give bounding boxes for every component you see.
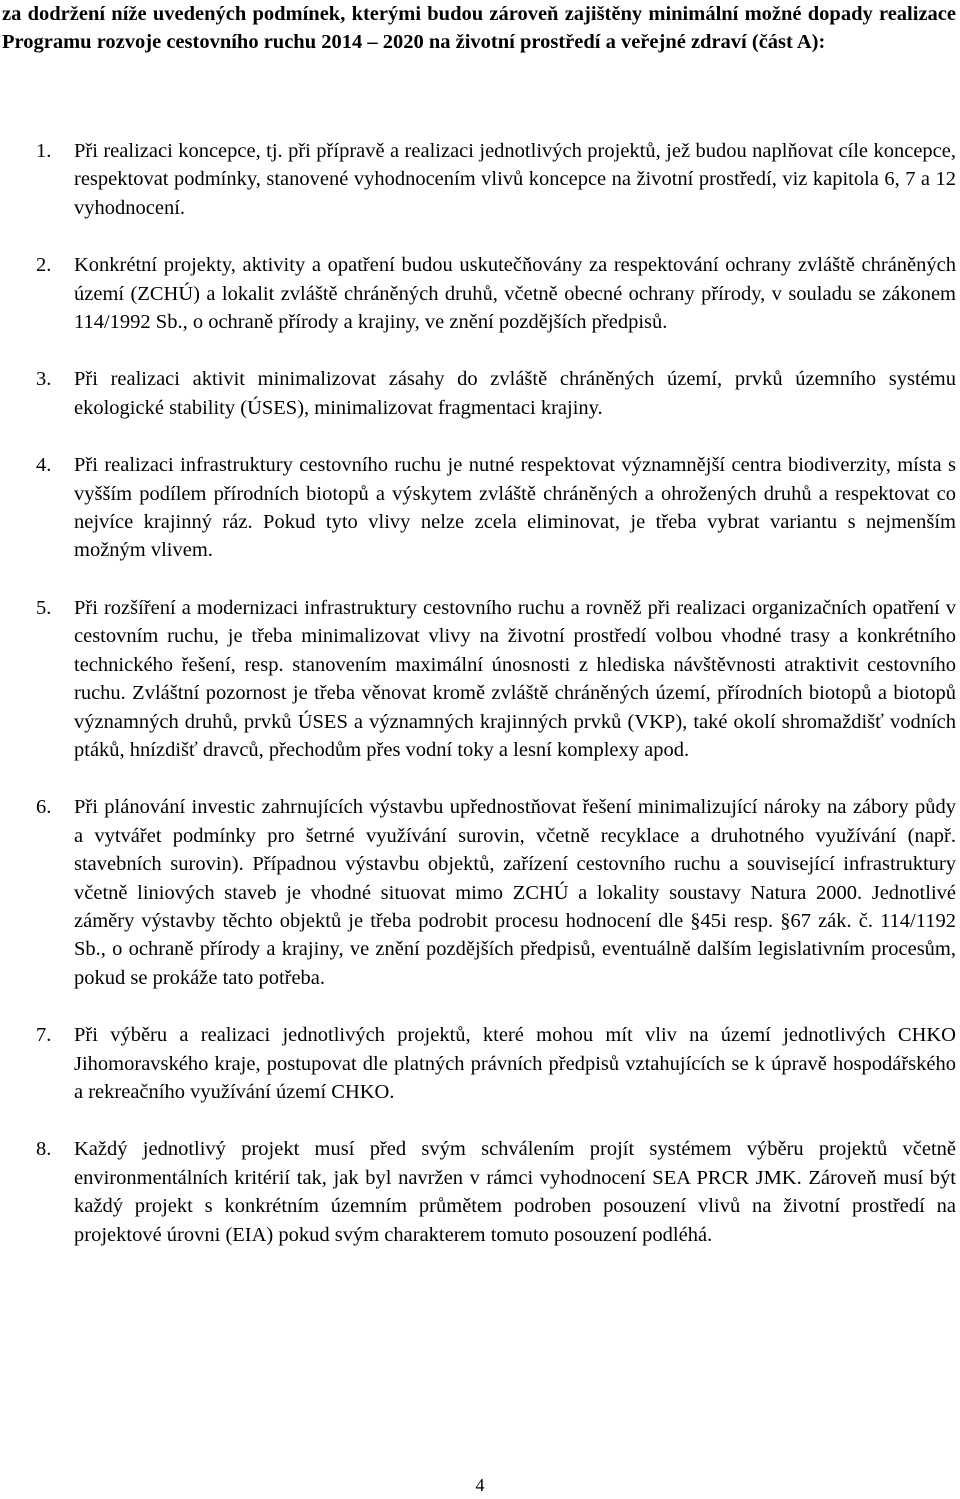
conditions-list <box>0 137 960 1278</box>
list-item-number: 3. <box>36 368 52 391</box>
intro-paragraph: za dodržení níže uvedených podmínek, kterými budou zároveň zajištěny minimální možné dopady realizace Programu rozvoje cestovního ruchu 2014 – 2020 na životní prostředí a veřejné zdraví (část A): <box>2 3 956 54</box>
list-item-text: Při realizaci aktivit minimalizovat zásahy do zvláště chráněných území, prvků územního systému ekologické stability (ÚSES), minimalizovat fragmentaci krajiny. <box>74 368 956 419</box>
list-item-number: 7. <box>36 1024 52 1047</box>
list-item-text: Každý jednotlivý projekt musí před svým schválením projít systémem výběru projektů včetně environmentálních kritérií tak, jak byl navržen v rámci vyhodnocení SEA PRCR JMK. Zároveň musí být každý projekt s konkrétním územním průmětem podroben posouzení vlivů na životní prostředí na projektové úrovni (EIA) pokud svým charakterem tomuto posouzení podléhá. <box>74 1138 956 1246</box>
list-item-number: 5. <box>36 596 52 619</box>
list-item <box>0 793 960 992</box>
list-item-text: Při rozšíření a modernizaci infrastruktury cestovního ruchu a rovněž při realizaci organizačních opatření v cestovním ruchu, je třeba minimalizovat vlivy na životní prostředí volbou vhodné trasy a konkrétního technického řešení, resp. stanovením maximální únosnosti z hlediska návštěvnosti atraktivit cestovního ruchu. Zvláštní pozornost je třeba věnovat kromě zvláště chráněných území, přírodních biotopů a biotopů významných druhů, prvků ÚSES a významných krajinných prvků (VKP), také okolí shromaždišť vodních ptáků, hnízdišť dravců, přechodům přes vodní toky a lesní komplexy apod. <box>74 596 956 761</box>
list-item-text: Při výběru a realizaci jednotlivých projektů, které mohou mít vliv na území jednotlivých CHKO Jihomoravského kraje, postupovat dle platných právních předpisů vztahujících se k úpravě hospodářského a rekreačního využívání území CHKO. <box>74 1024 956 1103</box>
list-item <box>0 251 960 336</box>
list-item-number: 2. <box>36 254 52 277</box>
list-item-text: Konkrétní projekty, aktivity a opatření budou uskutečňovány za respektování ochrany zvláště chráněných území (ZCHÚ) a lokalit zvláště chráněných druhů, včetně obecné ochrany přírody, v souladu se zákonem 114/1992 Sb., o ochraně přírody a krajiny, ve znění pozdějších předpisů. <box>74 254 956 334</box>
list-item-number: 8. <box>36 1138 52 1161</box>
list-item <box>0 1135 960 1249</box>
list-item-number: 1. <box>36 140 52 162</box>
page-number: 4 <box>475 1475 485 1495</box>
list-item-text: Při plánování investic zahrnujících výstavbu upřednostňovat řešení minimalizující nároky na zábory půdy a vytvářet podmínky pro šetrné využívání surovin, včetně recyklace a druhotného využívání (např. stavebních surovin). Případnou výstavbu objektů, zařízení cestovního ruchu a související infrastruktury včetně liniových staveb je vhodné situovat mimo ZCHÚ a lokality soustavy Natura 2000. Jednotlivé záměry výstavby těchto objektů je třeba podrobit procesu hodnocení dle §45i resp. §67 zák. č. 114/1192 Sb., o ochraně přírody a krajiny, ve znění pozdějších předpisů, eventuálně dalším legislativním procesům, pokud se prokáže tato potřeba. <box>74 796 956 989</box>
list-item-number: 4. <box>36 454 52 477</box>
list-item-text: Při realizaci koncepce, tj. při přípravě a realizaci jednotlivých projektů, jež budou naplňovat cíle koncepce, respektovat podmínky, stanovené vyhodnocením vlivů koncepce na životní prostředí, viz kapitola 6, 7 a 12 vyhodnocení. <box>74 140 956 219</box>
list-item <box>0 451 960 565</box>
list-item <box>0 594 960 764</box>
list-item <box>0 137 960 222</box>
list-item <box>0 365 960 422</box>
list-item-number: 6. <box>36 796 52 819</box>
list-item <box>0 1021 960 1106</box>
list-item-text: Při realizaci infrastruktury cestovního ruchu je nutné respektovat významnější centra biodiverzity, místa s vyšším podílem přírodních biotopů a výskytem zvláště chráněných a ohrožených druhů a respektovat co nejvíce krajinný ráz. Pokud tyto vlivy nelze zcela eliminovat, je třeba vybrat variantu s nejmenším možným vlivem. <box>74 454 956 562</box>
